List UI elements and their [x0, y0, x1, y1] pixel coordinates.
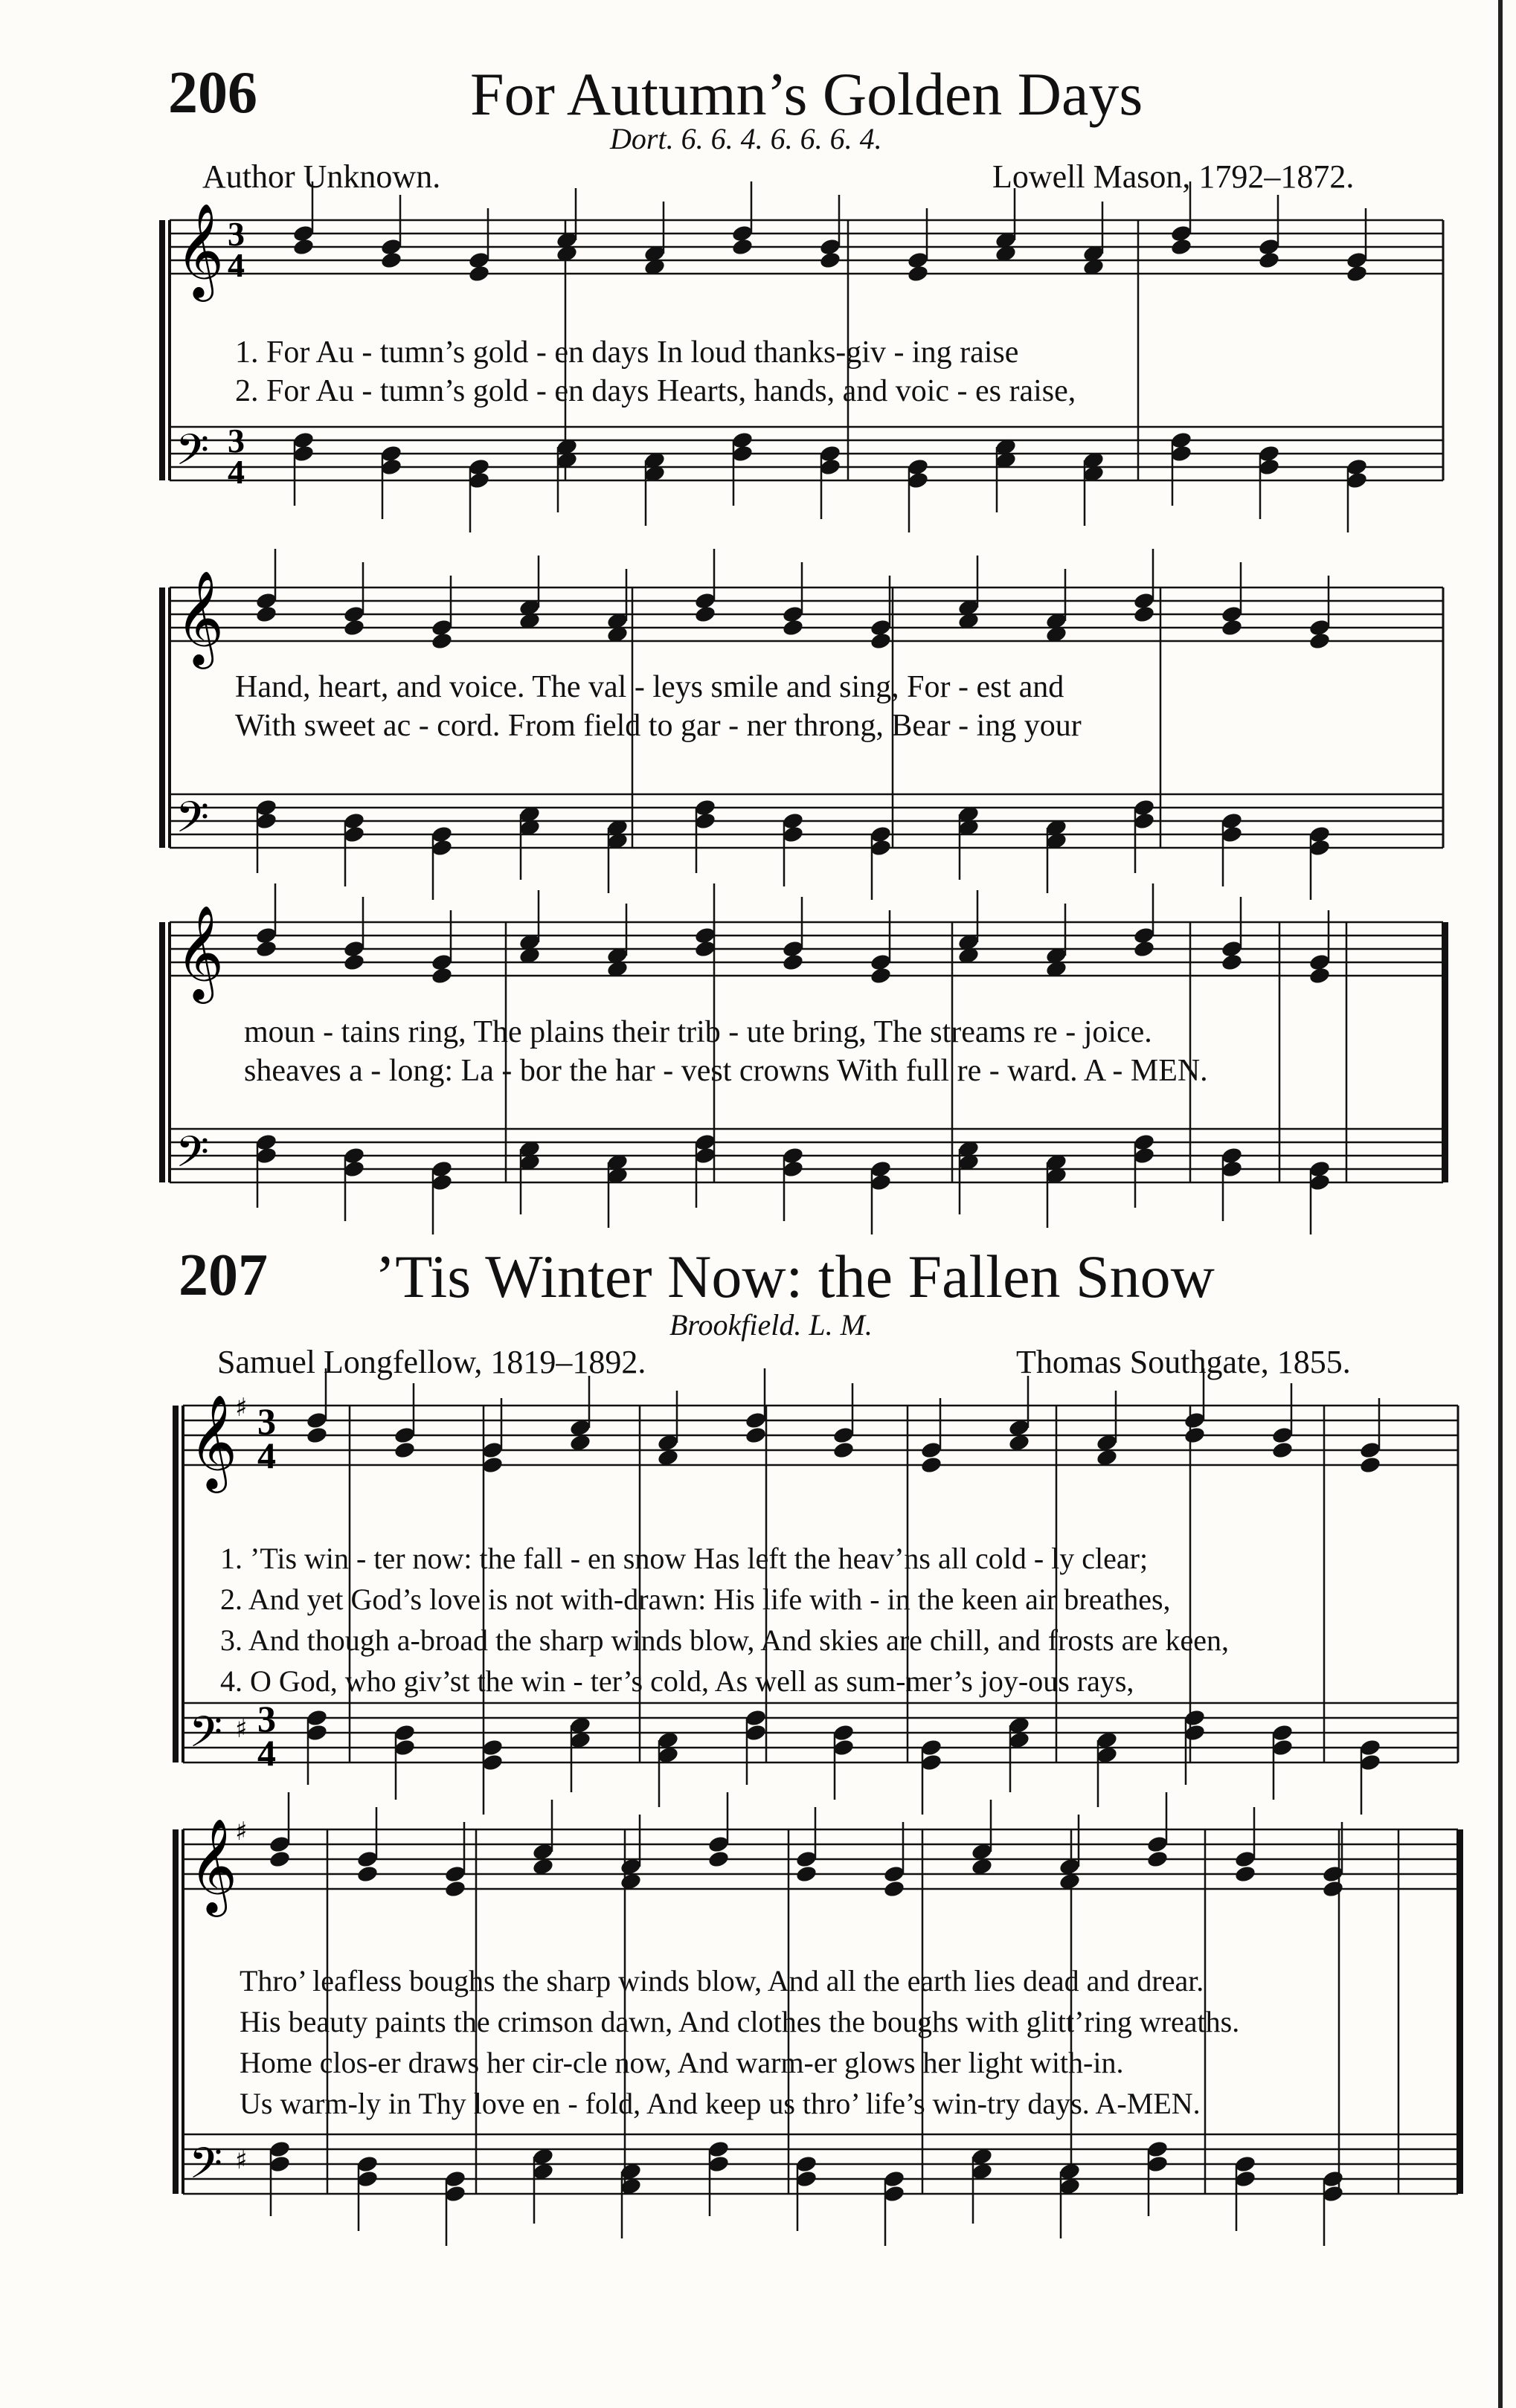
verse-2-line: sheaves a - long: La - bor the har - vest crowns With full re - ward. A - MEN. — [244, 1054, 1208, 1088]
note-head — [269, 1850, 292, 1869]
verse-3-line: Home clos-er draws her cir-cle now, And warm-er glows her light with-in. — [240, 2046, 1124, 2079]
time-signature-top: 3 — [228, 215, 245, 253]
treble-clef: 𝄞 — [189, 1818, 238, 1913]
hymn-206-composer: Lowell Mason, 1792–1872. — [992, 158, 1355, 195]
hymn-207-title: ’Tis Winter Now: the Fallen Snow — [375, 1243, 1215, 1310]
hymn-207-meter: Brookfield. L. M. — [669, 1308, 873, 1342]
hymn-207-number: 207 — [179, 1243, 268, 1308]
note-head — [269, 2140, 292, 2159]
note-head — [1146, 2154, 1169, 2174]
treble-clef: 𝄞 — [176, 570, 225, 665]
verse-2-line: With sweet ac - cord. From field to gar - ner throng, Bear - ing your — [235, 709, 1082, 743]
time-signature-bottom: 4 — [257, 1732, 276, 1774]
note-head — [1322, 1864, 1345, 1884]
note-head — [707, 1835, 730, 1854]
key-sharp: ♯ — [235, 1714, 248, 1744]
note-head — [707, 2154, 730, 2174]
time-signature-bottom: 4 — [228, 453, 245, 491]
verse-1-line: Hand, heart, and voice. The val - leys smile and sing, For - est and — [235, 670, 1064, 704]
final-barline — [1456, 1829, 1463, 2194]
verse-1-line: 1. ’Tis win - ter now: the fall - en snow Has left the heav’ns all cold - ly clear; — [220, 1542, 1149, 1575]
note-head — [1234, 2154, 1257, 2174]
note-head — [1146, 2140, 1169, 2159]
hymn-206-meter: Dort. 6. 6. 4. 6. 6. 6. 4. — [610, 122, 882, 155]
system-bracket — [173, 1829, 179, 2194]
bass-clef: 𝄢 — [176, 425, 210, 486]
note-head — [707, 1850, 730, 1869]
note-head — [444, 2184, 467, 2203]
verse-1-line: 1. For Au - tumn’s gold - en days In loud thanks-giv - ing raise — [235, 335, 1019, 370]
note-head — [1322, 2184, 1345, 2203]
note-head — [356, 2154, 379, 2174]
bass-clef: 𝄢 — [176, 1127, 210, 1188]
hymn-206-number: 206 — [168, 60, 257, 126]
note-head — [1234, 2169, 1257, 2189]
time-signature-bottom: 4 — [228, 246, 245, 284]
hymn-206-author: Author Unknown. — [202, 158, 441, 195]
hymn-207-system-2-lyrics — [240, 1960, 1239, 2124]
key-sharp: ♯ — [235, 1817, 248, 1847]
note-head — [356, 2169, 379, 2189]
time-signature-top: 3 — [257, 1698, 276, 1739]
note-head — [1322, 2169, 1345, 2189]
verse-1-line: moun - tains ring, The plains their trib - ute bring, The streams re - joice. — [244, 1015, 1152, 1049]
verse-3-line: 3. And though a-broad the sharp winds blow, And skies are chill, and frosts are keen, — [220, 1623, 1229, 1657]
verse-2-line: 2. For Au - tumn’s gold - en days Hearts, hands, and voic - es raise, — [235, 374, 1076, 408]
note-head — [883, 1879, 906, 1899]
note-head — [269, 1835, 292, 1854]
time-signature-top: 3 — [228, 422, 245, 460]
verse-4-line: 4. O God, who giv’st the win - ter’s cold, As well as sum-mer’s joy-ous rays, — [220, 1664, 1134, 1698]
time-signature-top: 3 — [257, 1400, 276, 1442]
hymn-207-author: Samuel Longfellow, 1819–1892. — [217, 1344, 646, 1380]
key-sharp: ♯ — [235, 1393, 248, 1423]
note-head — [1146, 1835, 1169, 1854]
treble-clef: 𝄞 — [176, 904, 225, 999]
note-head — [444, 2169, 467, 2189]
note-head — [883, 2169, 906, 2189]
note-head — [795, 2154, 818, 2174]
note-head — [269, 2154, 292, 2174]
note-head — [795, 2169, 818, 2189]
note-head — [1322, 1879, 1345, 1899]
note-head — [795, 1850, 818, 1869]
note-head — [444, 1879, 467, 1899]
note-head — [356, 1850, 379, 1869]
note-head — [1234, 1850, 1257, 1869]
note-head — [707, 2140, 730, 2159]
treble-clef: 𝄞 — [176, 202, 225, 297]
key-sharp: ♯ — [235, 2145, 248, 2175]
note-head — [1234, 1864, 1257, 1884]
verse-1-line: Thro’ leafless boughs the sharp winds blow, And all the earth lies dead and drear. — [240, 1964, 1204, 1997]
hymn-206-title: For Autumn’s Golden Days — [470, 60, 1143, 128]
note-head — [356, 1864, 379, 1884]
verse-2-line: 2. And yet God’s love is not with-drawn: His life with - in the keen air breathes, — [220, 1583, 1171, 1616]
note-head — [883, 1864, 906, 1884]
verse-4-line: Us warm-ly in Thy love en - fold, And keep us thro’ life’s win-try days. A-MEN. — [240, 2087, 1201, 2120]
note-head — [795, 1864, 818, 1884]
note-head — [883, 2184, 906, 2203]
verse-2-line: His beauty paints the crimson dawn, And clothes the boughs with glitt’ring wreaths. — [240, 2005, 1240, 2038]
bass-clef: 𝄢 — [176, 792, 210, 853]
note-head — [1146, 1850, 1169, 1869]
hymn-207-composer: Thomas Southgate, 1855. — [1016, 1344, 1351, 1380]
time-signature-bottom: 4 — [257, 1435, 276, 1476]
note-head — [444, 1864, 467, 1884]
treble-clef: 𝄞 — [189, 1394, 238, 1489]
bass-clef: 𝄢 — [189, 1707, 223, 1768]
bass-clef: 𝄢 — [189, 2138, 223, 2199]
